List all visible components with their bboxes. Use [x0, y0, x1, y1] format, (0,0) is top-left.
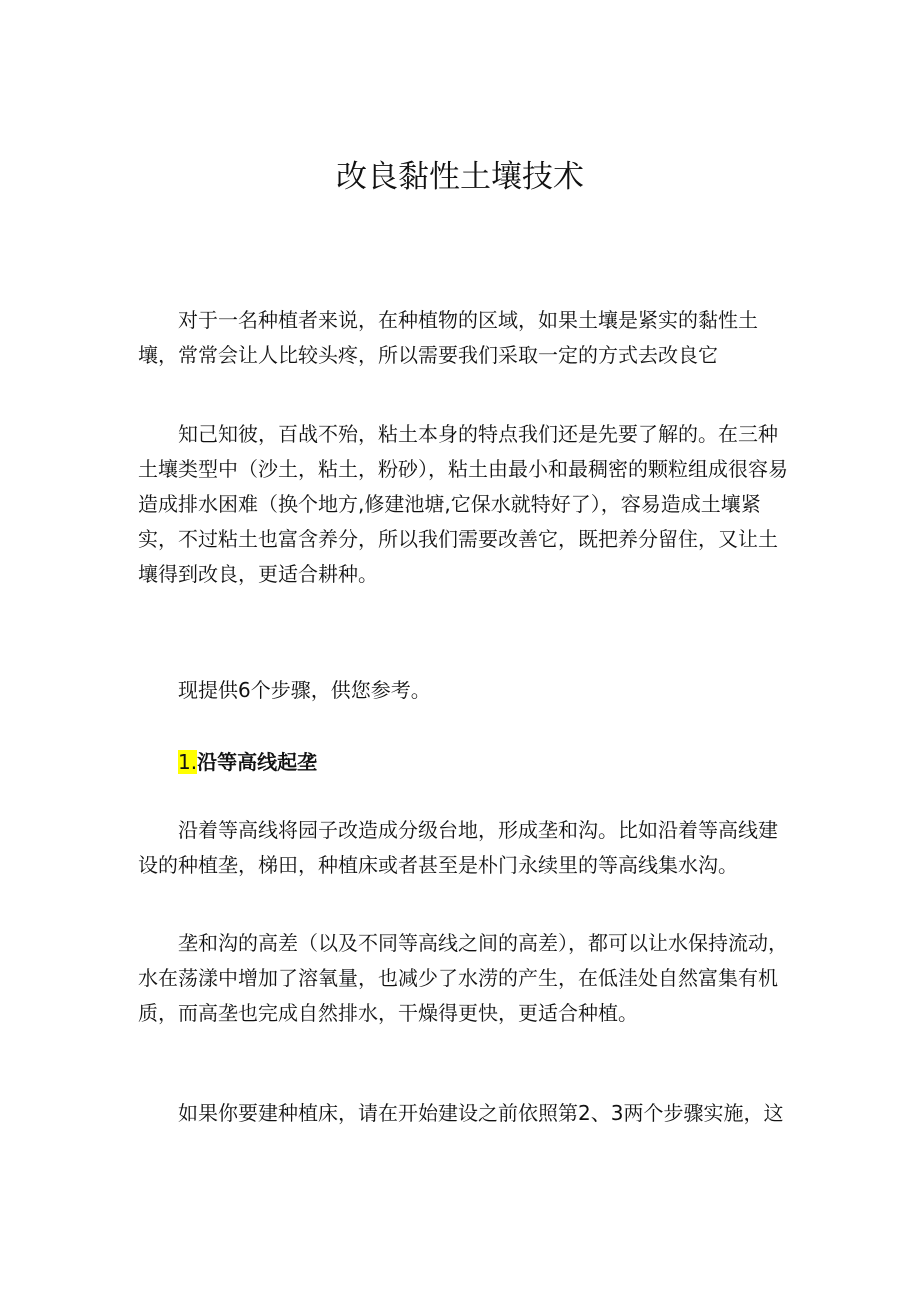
paragraph-section1-c: 如果你要建种植床，请在开始建设之前依照第2、3两个步骤实施，这 [178, 1101, 784, 1125]
paragraph-intro: 对于一名种植者来说，在种植物的区域，如果土壤是紧实的黏性土壤，常常会让人比较头疼，所以需要我们采取一定的方式去改良它 [138, 308, 758, 367]
section-title: 沿等高线起垄 [197, 750, 318, 774]
paragraph-section1-a: 沿着等高线将园子改造成分级台地，形成垄和沟。比如沿着等高线建设的种植垄，梯田，种植床或者甚至是朴门永续里的等高线集水沟。 [138, 818, 778, 877]
paragraph-section1-b: 垄和沟的高差（以及不同等高线之间的高差），都可以让水保持流动，水在荡漾中增加了溶氧量，也减少了水涝的产生，在低洼处自然富集有机质，而高垄也完成自然排水，干燥得更快，更适合种植。 [138, 931, 788, 1025]
section-number-highlight: 1. [178, 750, 198, 774]
paragraph-steps-intro: 现提供6个步骤，供您参考。 [178, 678, 431, 702]
section-heading-1 [178, 745, 317, 780]
document-title: 改良黏性土壤技术 [336, 159, 584, 195]
paragraph-clay-characteristics: 知己知彼，百战不殆，粘土本身的特点我们还是先要了解的。在三种土壤类型中（沙土，粘土，粉砂），粘土由最小和最稠密的颗粒组成很容易造成排水困难（换个地方,修建池塘,它保水就特好了），容易造成土壤紧实，不过粘土也富含养分，所以我们需要改善它，既把养分留住，又让土壤得到改良，更适合耕种。 [138, 422, 788, 586]
